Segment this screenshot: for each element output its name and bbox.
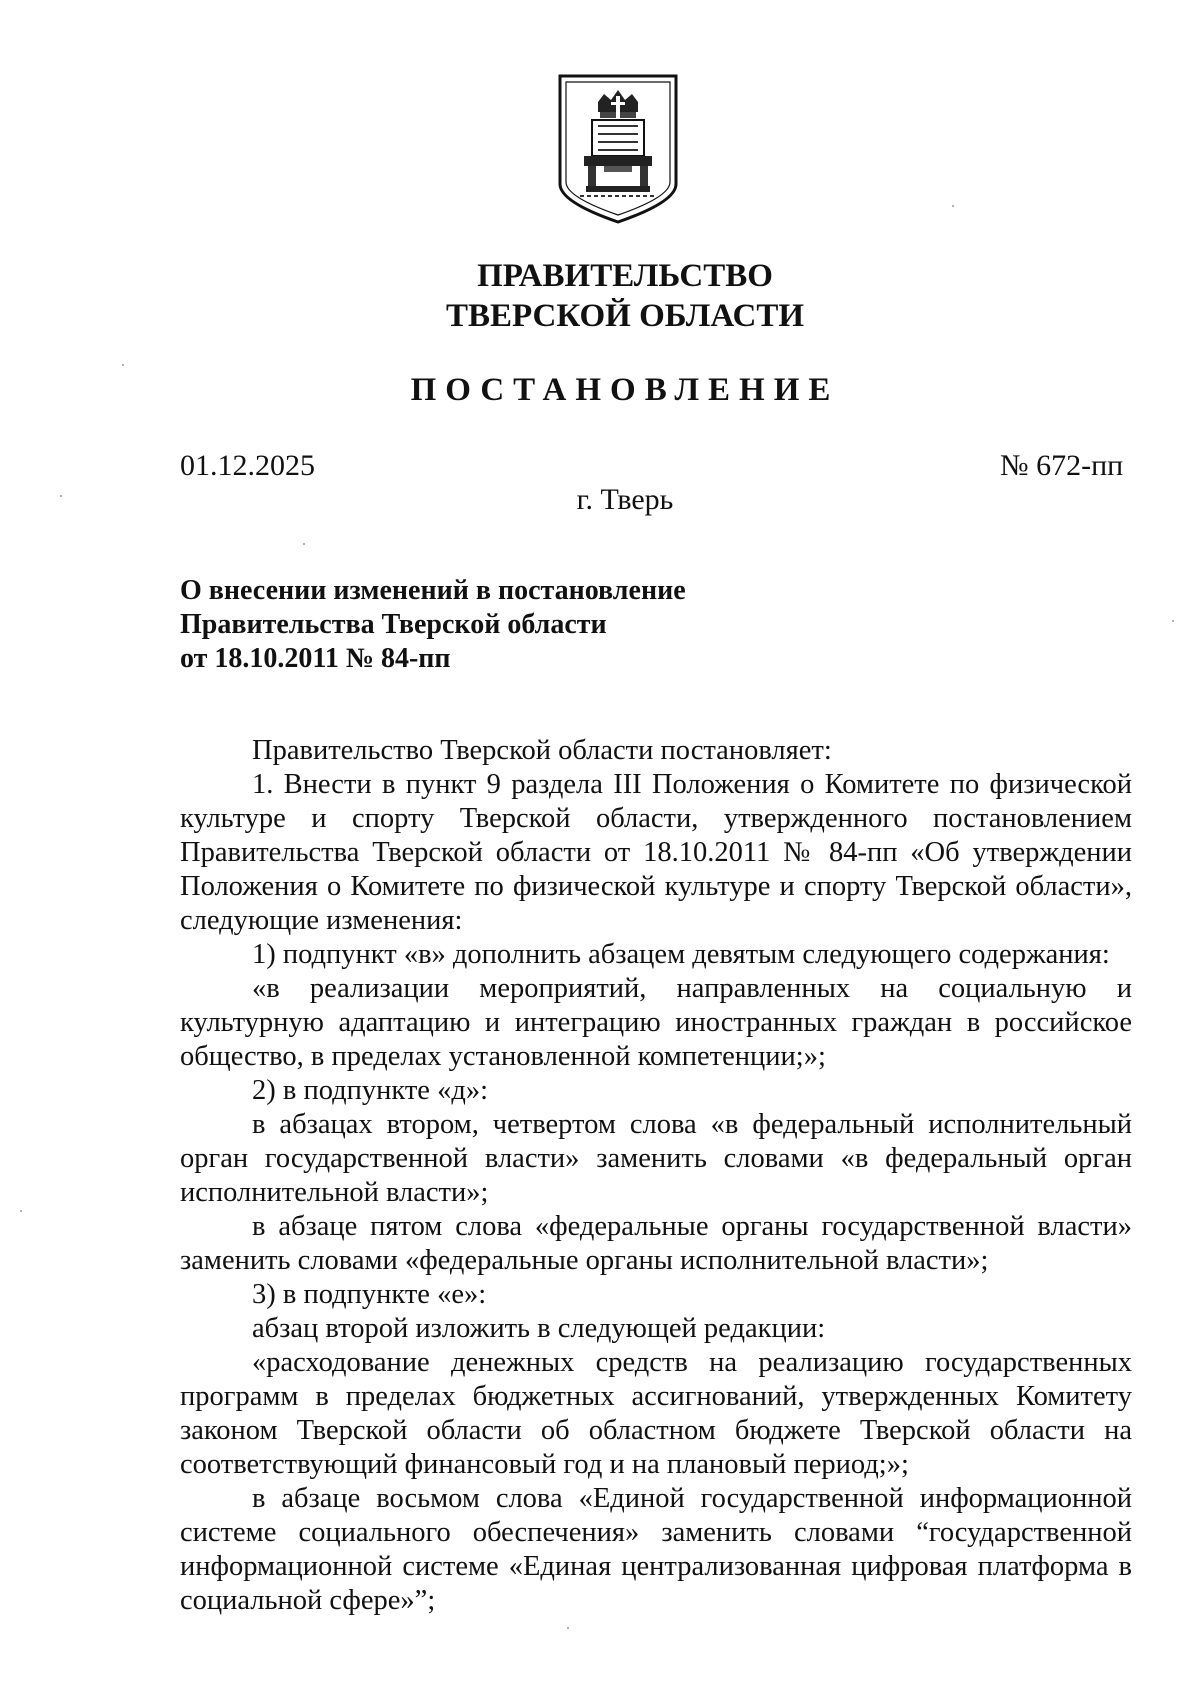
paragraph-change-4: в абзаце восьмом слова «Единой государственной информационной системе социального обеспечения» заменить словами “государственной информационной системе «Единая централизованная цифровая платформа в социальной сфере»”; bbox=[180, 1483, 1132, 1616]
scan-speck bbox=[60, 495, 62, 497]
document-type-title: ПОСТАНОВЛЕНИЕ bbox=[410, 372, 840, 408]
tver-coat-of-arms-icon bbox=[556, 72, 680, 224]
scan-speck bbox=[1172, 620, 1174, 622]
subject-line-3: от 18.10.2011 № 84-пп bbox=[180, 643, 451, 674]
paragraph-preamble: Правительство Тверской области постановляет: bbox=[252, 735, 832, 766]
paragraph-subitem-2: 2) в подпункте «д»: bbox=[252, 1075, 489, 1106]
paragraph-change-3: абзац второй изложить в следующей редакции: bbox=[252, 1313, 826, 1344]
scan-speck bbox=[20, 1210, 22, 1212]
paragraph-subitem-1: 1) подпункт «в» дополнить абзацем девятым следующего содержания: bbox=[252, 939, 1110, 970]
document-number: № 672-пп bbox=[1000, 449, 1124, 482]
document-body bbox=[180, 734, 1132, 1618]
subject-line-2: Правительства Тверской области bbox=[180, 609, 607, 640]
government-name-line-2: ТВЕРСКОЙ ОБЛАСТИ bbox=[445, 298, 805, 334]
document-subject bbox=[180, 574, 686, 676]
document-date: 01.12.2025 bbox=[180, 449, 315, 482]
scan-speck bbox=[952, 205, 954, 207]
scan-speck bbox=[303, 543, 305, 545]
document-city: г. Тверь bbox=[576, 483, 674, 516]
paragraph-item-1: 1. Внести в пункт 9 раздела III Положения о Комитете по физической культуре и спорту Тверской области, утвержденного постановлением Правительства Тверской области от 18.10.2011 № 84-пп «Об утверждении Положения о Комитете по физической культуре и спорту Тверской области», следующие изменения: bbox=[180, 769, 1132, 936]
subject-line-1: О внесении изменений в постановление bbox=[180, 575, 686, 606]
government-name-line-1: ПРАВИТЕЛЬСТВО bbox=[477, 258, 773, 294]
scan-speck bbox=[122, 364, 124, 366]
scan-speck bbox=[567, 1627, 569, 1629]
paragraph-change-2: в абзаце пятом слова «федеральные органы государственной власти» заменить словами «федеральные органы исполнительной власти»; bbox=[180, 1211, 1132, 1276]
paragraph-subitem-3: 3) в подпункте «е»: bbox=[252, 1279, 487, 1310]
paragraph-quote-1: «в реализации мероприятий, направленных на социальную и культурную адаптацию и интеграцию иностранных граждан в российское общество, в пределах установленной компетенции;»; bbox=[180, 973, 1132, 1072]
paragraph-quote-2: «расходование денежных средств на реализацию государственных программ в пределах бюджетных ассигнований, утвержденных Комитету законом Тверской области об областном бюджете Тверской области на соответствующий финансовый год и на плановый период;»; bbox=[180, 1347, 1132, 1480]
paragraph-change-1: в абзацах втором, четвертом слова «в федеральный исполнительный орган государственной власти» заменить словами «в федеральный орган исполнительной власти»; bbox=[180, 1109, 1132, 1208]
